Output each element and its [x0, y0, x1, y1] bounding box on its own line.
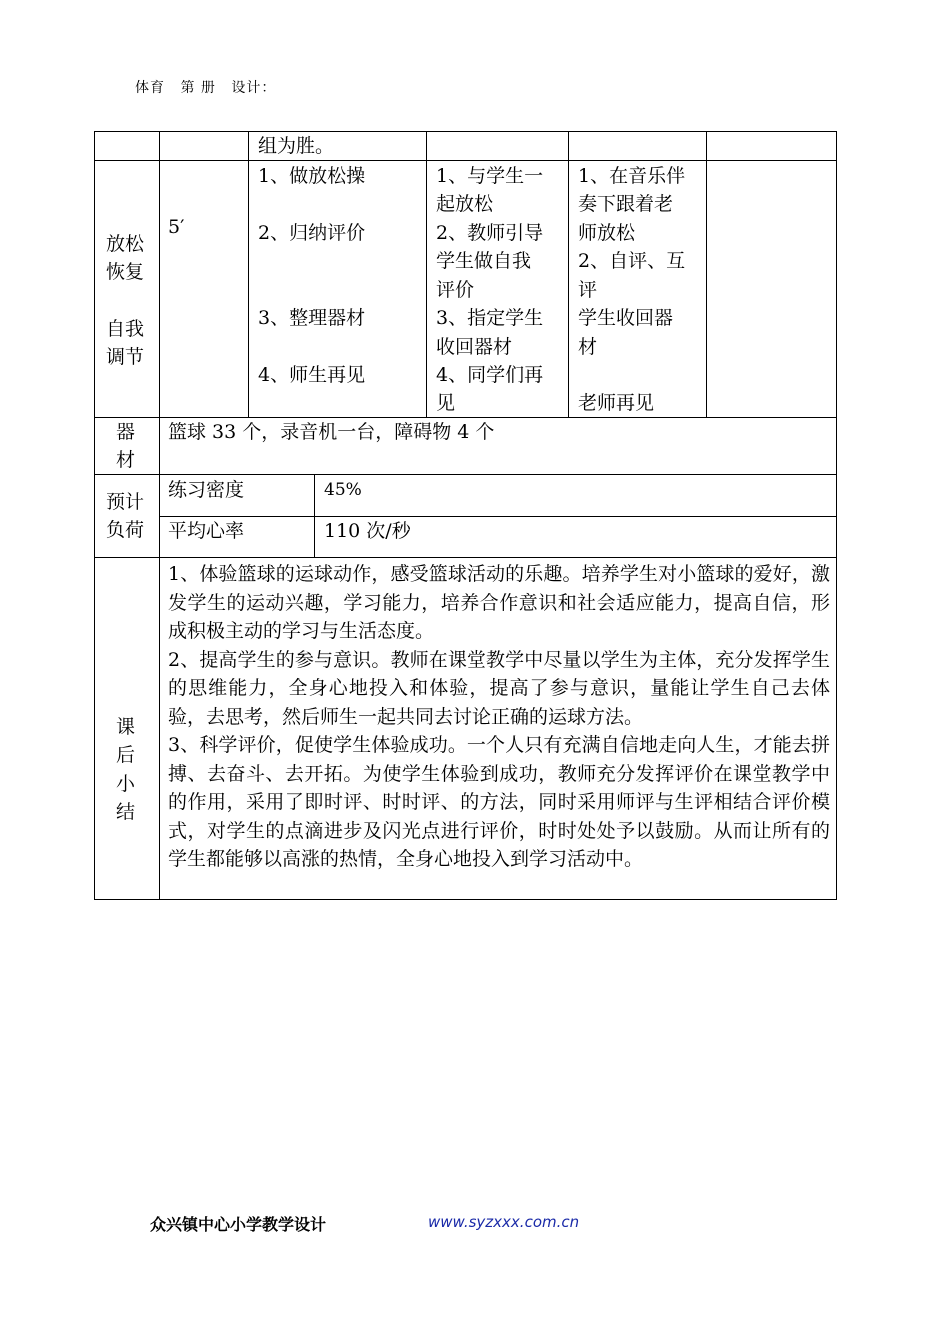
student-activity-line: 师放松	[578, 222, 636, 244]
content-item: 2、归纳评价	[258, 222, 366, 244]
teacher-activity-line: 4、同学们再	[436, 364, 544, 386]
table-border-top	[94, 131, 837, 132]
teacher-activity-line: 2、教师引导	[436, 222, 544, 244]
page-header	[135, 77, 286, 97]
header-subject: 体育	[135, 80, 165, 96]
table-border-right	[836, 131, 837, 900]
heart-rate-value: 110 次/秒	[324, 520, 411, 542]
teacher-activity-line: 见	[436, 392, 456, 414]
table-col-divider	[248, 131, 249, 418]
density-value: 45%	[324, 480, 362, 500]
student-activity-line: 1、在音乐伴	[578, 165, 686, 187]
header-volume: 第 册	[180, 80, 216, 96]
content-item: 4、师生再见	[258, 364, 366, 386]
teacher-activity-line: 3、指定学生	[436, 307, 544, 329]
row-label: 负荷	[106, 519, 145, 541]
footer-school: 众兴镇中心小学教学设计	[150, 1215, 327, 1234]
table-col-divider	[159, 131, 160, 900]
student-activity-line: 2、自评、互	[578, 250, 686, 272]
header-designer: 设计：	[231, 80, 277, 96]
table-row-divider	[94, 474, 837, 475]
heart-rate-label: 平均心率	[168, 520, 245, 542]
summary-paragraph: 1、体验篮球的运球动作，感受篮球活动的乐趣。培养学生对小篮球的爱好，激发学生的运动兴趣，学习能力，培养合作意识和社会适应能力，提高自信，形成积极主动的学习与生活态度。	[168, 563, 830, 642]
table-col-divider	[706, 131, 707, 418]
row-label: 材	[116, 449, 136, 471]
table-col-divider	[426, 131, 427, 418]
row-label: 恢复	[106, 261, 145, 283]
row-label: 放松	[106, 233, 145, 255]
row-label: 器	[116, 421, 136, 443]
equipment-value: 篮球 33 个，录音机一台，障碍物 4 个	[168, 421, 495, 443]
summary-paragraph: 3、科学评价，促使学生体验成功。一个人只有充满自信地走向人生，才能去拼搏、去奋斗、去开拓。为使学生体验到成功，教师充分发挥评价在课堂教学中的作用，采用了即时评、时时评、的方法，同时采用师评与生评相结合评价模式，对学生的点滴进步及闪光点进行评价，时时处处予以鼓励。从而让所有的学生都能够以高涨的热情，全身心地投入到学习活动中。	[168, 734, 830, 870]
table-row-divider	[159, 516, 837, 517]
table-border-bottom	[94, 899, 837, 900]
student-activity-line: 评	[578, 279, 598, 301]
student-activity-line: 老师再见	[578, 392, 655, 414]
summary-paragraph: 2、提高学生的参与意识。教师在课堂教学中尽量以学生为主体，充分发挥学生的思维能力，全身心地投入和体验，提高了参与意识，量能让学生自己去体验，去思考，然后师生一起共同去讨论正确的运球方法。	[168, 648, 830, 728]
teacher-activity-line: 1、与学生一	[436, 165, 544, 187]
density-label: 练习密度	[168, 479, 245, 501]
content-item: 1、做放松操	[258, 165, 366, 187]
row-label: 课	[116, 716, 136, 738]
teacher-activity-line: 起放松	[436, 193, 494, 215]
row-label: 调节	[106, 346, 145, 368]
teacher-activity-line: 收回器材	[436, 336, 513, 358]
table-row-divider	[94, 160, 837, 161]
row-label: 结	[116, 801, 136, 823]
row-label: 后	[116, 744, 136, 766]
content-item: 3、整理器材	[258, 307, 366, 329]
student-activity-line: 材	[578, 336, 598, 358]
table-col-divider	[568, 131, 569, 418]
summary-text	[168, 560, 830, 874]
row-label: 预计	[106, 491, 145, 513]
content-cell: 组为胜。	[258, 135, 335, 157]
time-cell: 5′	[168, 216, 185, 238]
table-row-divider	[94, 557, 837, 558]
table-border-left	[94, 131, 95, 900]
student-activity-line: 学生收回器	[578, 307, 674, 329]
table-col-divider	[314, 474, 315, 558]
footer-url[interactable]: www.syzxxx.com.cn	[428, 1213, 580, 1231]
student-activity-line: 奏下跟着老	[578, 193, 674, 215]
row-label: 小	[116, 773, 136, 795]
teacher-activity-line: 学生做自我	[436, 250, 532, 272]
teacher-activity-line: 评价	[436, 279, 475, 301]
row-label: 自我	[106, 318, 145, 340]
